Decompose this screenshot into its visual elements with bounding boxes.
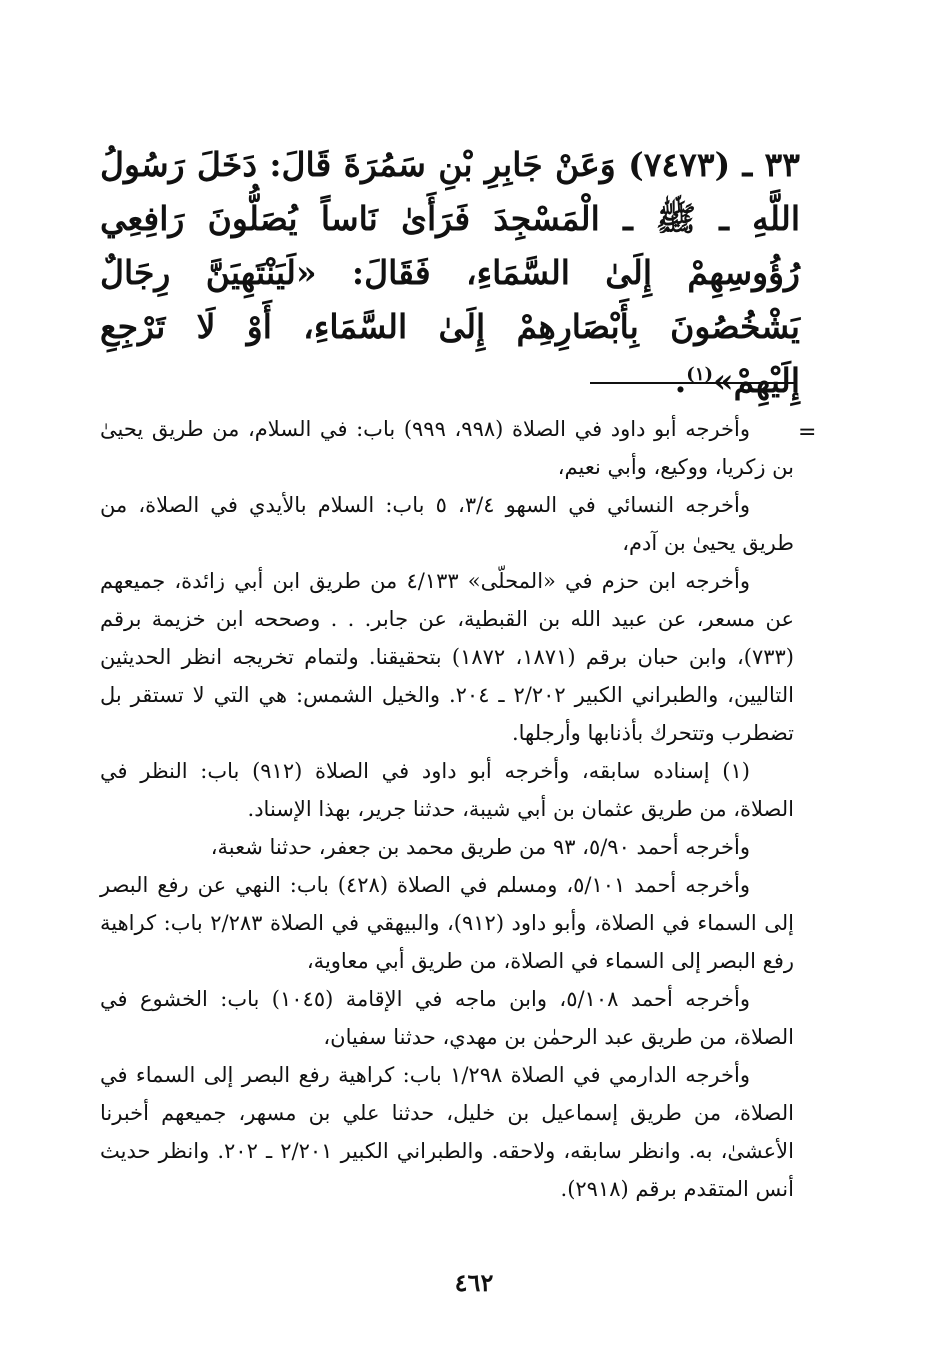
footnote-reference: (١) xyxy=(686,364,714,385)
footnote-paragraph: وأخرجه أحمد ٥/١٠٨، وابن ماجه في الإقامة (١٠٤٥) باب: الخشوع في الصلاة، من طريق عبد الرحمٰن بن مهدي، حدثنا سفيان، xyxy=(100,987,794,1049)
footnote-paragraph: وأخرجه الدارمي في الصلاة ١/٢٩٨ باب: كراهية رفع البصر إلى السماء في الصلاة، من طريق إسماعيل بن خليل، حدثنا علي بن مسهر، جميعهم أخبرنا الأعشىٰ، به. وانظر سابقه، ولاحقه. والطبراني الكبير ٢/٢٠١ ـ ٢٠٢. وانظر حديث أنس المتقدم برقم (٢٩١٨). xyxy=(100,1063,794,1201)
hadith-end-punctuation: . xyxy=(674,361,687,400)
footnote-paragraph: وأخرجه أحمد ٥/١٠١، ومسلم في الصلاة (٤٢٨) باب: النهي عن رفع البصر إلى السماء في الصلاة، وأبو داود (٩١٢)، والبيهقي في الصلاة ٢/٢٨٣ باب: كراهية رفع البصر إلى السماء في الصلاة، من طريق أبي معاوية، xyxy=(100,873,794,973)
footnote-paragraph: (١) إسناده سابقه، وأخرجه أبو داود في الصلاة (٩١٢) باب: النظر في الصلاة، من طريق عثمان بن أبي شيبة، حدثنا جرير، بهذا الإسناد. xyxy=(100,759,794,821)
footnote-paragraph: وأخرجه ابن حزم في «المحلّى» ٤/١٣٣ من طريق ابن أبي زائدة، جميعهم عن مسعر، عن عبيد الله بن القبطية، عن جابر. . . وصححه ابن خزيمة برقم (٧٣٣)، وابن حبان برقم (١٨٧١، ١٨٧٢) بتحقيقنا. ولتمام تخريجه انظر الحديثين التاليين، والطبراني الكبير ٢/٢٠٢ ـ ٢٠٤. والخيل الشمس: هي التي لا تستقر بل تضطرب وتتحرك بأذنابها وأرجلها. xyxy=(100,569,794,745)
hadith-body: وَعَنْ جَابِرِ بْنِ سَمُرَةَ قَالَ: دَخَلَ رَسُولُ اللَّهِ ـ ﷺ ـ الْمَسْجِدَ فَرَأَىٰ نَاساً يُصَلُّونَ رَافِعِي رُؤُوسِهِمْ إِلَىٰ السَّمَاءِ، فَقَالَ: «لَيَنْتَهِيَنَّ رِجَالٌ يَشْخُصُونَ بِأَبْصَارِهِمْ إِلَىٰ السَّمَاءِ، أَوْ لَا تَرْجِعِ إِلَيْهِمْ» xyxy=(100,145,800,400)
page-number: ٤٦٢ xyxy=(454,1268,494,1297)
hadith-number: ٣٣ ـ (٧٤٧٣) xyxy=(628,145,800,184)
footnote-paragraph: وأخرجه أبو داود في الصلاة (٩٩٨، ٩٩٩) باب: في السلام، من طريق يحيىٰ بن زكريا، ووكيع، وأبي نعيم، xyxy=(100,417,794,479)
hadith-paragraph xyxy=(100,138,800,408)
footnote-paragraph: وأخرجه النسائي في السهو ٣/٤، ٥ باب: السلام بالأيدي في الصلاة، من طريق يحيىٰ بن آدم، xyxy=(100,493,794,555)
footnotes-block xyxy=(100,410,794,1208)
footnote-paragraph: وأخرجه أحمد ٥/٩٠، ٩٣ من طريق محمد بن جعفر، حدثنا شعبة، xyxy=(210,835,750,859)
footnote-separator-rule xyxy=(590,382,794,384)
continuation-mark: = xyxy=(798,420,817,445)
hadith-text-block xyxy=(100,138,800,408)
